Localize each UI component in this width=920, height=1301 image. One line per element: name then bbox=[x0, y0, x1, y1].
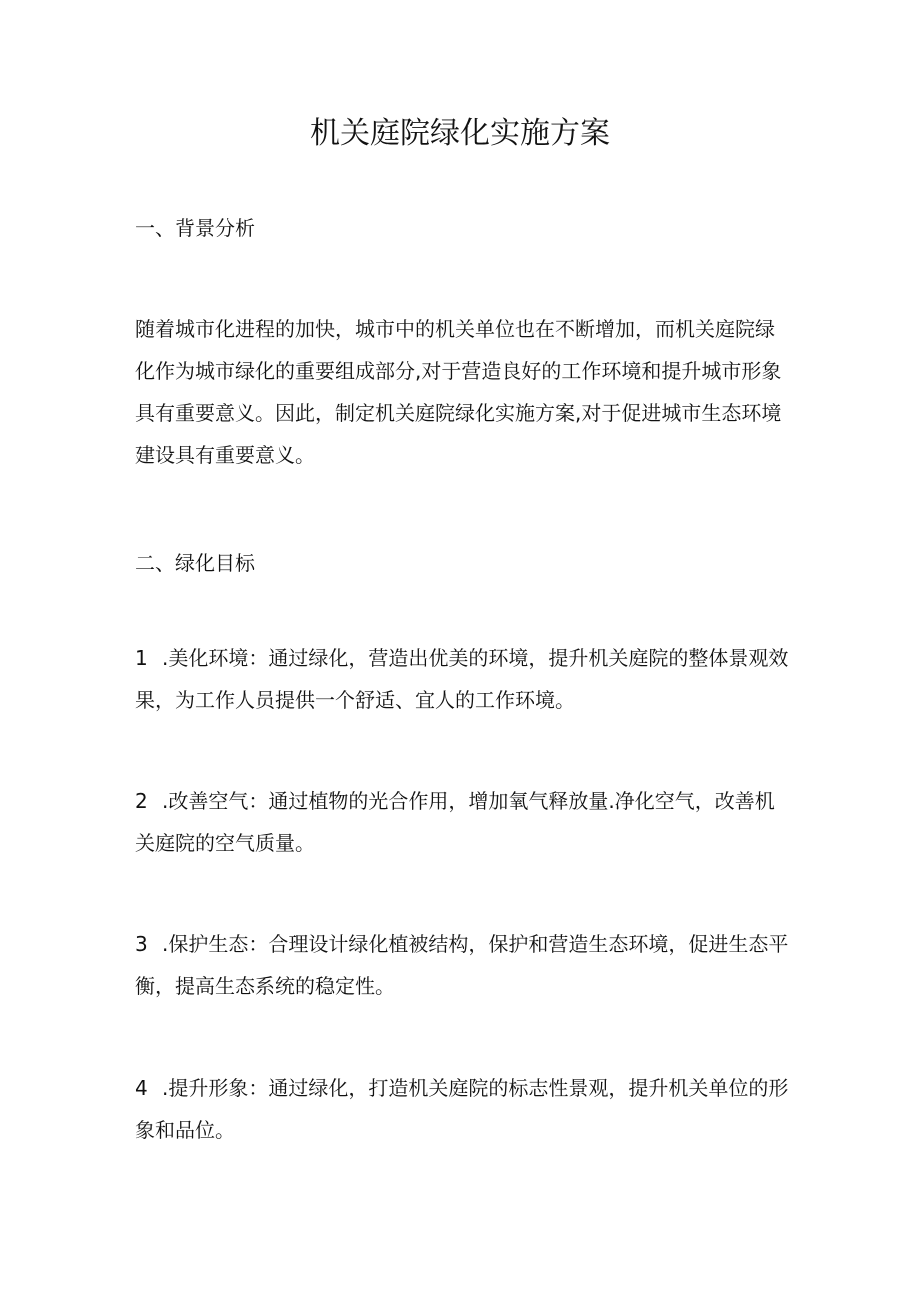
goal-item-number: 1 bbox=[135, 646, 148, 670]
section-heading-goals: 二、绿化目标 bbox=[135, 551, 255, 575]
paragraph-line: 化作为城市绿化的重要组成部分,对于营造良好的工作环境和提升城市形象 bbox=[135, 359, 782, 383]
goal-item-line bbox=[135, 780, 775, 822]
goal-item-number: 2 bbox=[135, 789, 148, 813]
goal-item-1 bbox=[135, 637, 788, 721]
paragraph-line: 随着城市化进程的加快，城市中的机关单位也在不断增加，而机关庭院绿 bbox=[135, 317, 775, 341]
goal-item-line bbox=[135, 923, 788, 965]
background-paragraph bbox=[135, 308, 781, 476]
goal-item-line: 关庭院的空气质量。 bbox=[135, 831, 315, 855]
goal-item-number: 4 bbox=[135, 1076, 148, 1100]
goal-item-text: .提升形象：通过绿化，打造机关庭院的标志性景观，提升机关单位的形 bbox=[162, 1076, 789, 1100]
goal-item-text: .改善空气：通过植物的光合作用，增加氧气释放量.净化空气，改善机 bbox=[162, 789, 775, 813]
goal-item-number: 3 bbox=[135, 932, 148, 956]
goal-item-line: 果，为工作人员提供一个舒适、宜人的工作环境。 bbox=[135, 688, 575, 712]
section-heading-background: 一、背景分析 bbox=[135, 216, 255, 240]
document-title: 机关庭院绿化实施方案 bbox=[310, 116, 610, 151]
paragraph-line: 建设具有重要意义。 bbox=[135, 443, 315, 467]
goal-item-4 bbox=[135, 1067, 788, 1151]
goal-item-text: .保护生态：合理设计绿化植被结构，保护和营造生态环境，促进生态平 bbox=[162, 932, 789, 956]
paragraph-line: 具有重要意义。因此，制定机关庭院绿化实施方案,对于促进城市生态环境 bbox=[135, 401, 782, 425]
goal-item-line: 象和品位。 bbox=[135, 1118, 235, 1142]
goal-item-3 bbox=[135, 923, 788, 1007]
goal-item-text: .美化环境：通过绿化，营造出优美的环境，提升机关庭院的整体景观效 bbox=[162, 646, 789, 670]
goal-item-line bbox=[135, 1067, 788, 1109]
goal-item-line bbox=[135, 637, 788, 679]
goal-item-2 bbox=[135, 780, 775, 864]
goal-item-line: 衡，提高生态系统的稳定性。 bbox=[135, 974, 395, 998]
